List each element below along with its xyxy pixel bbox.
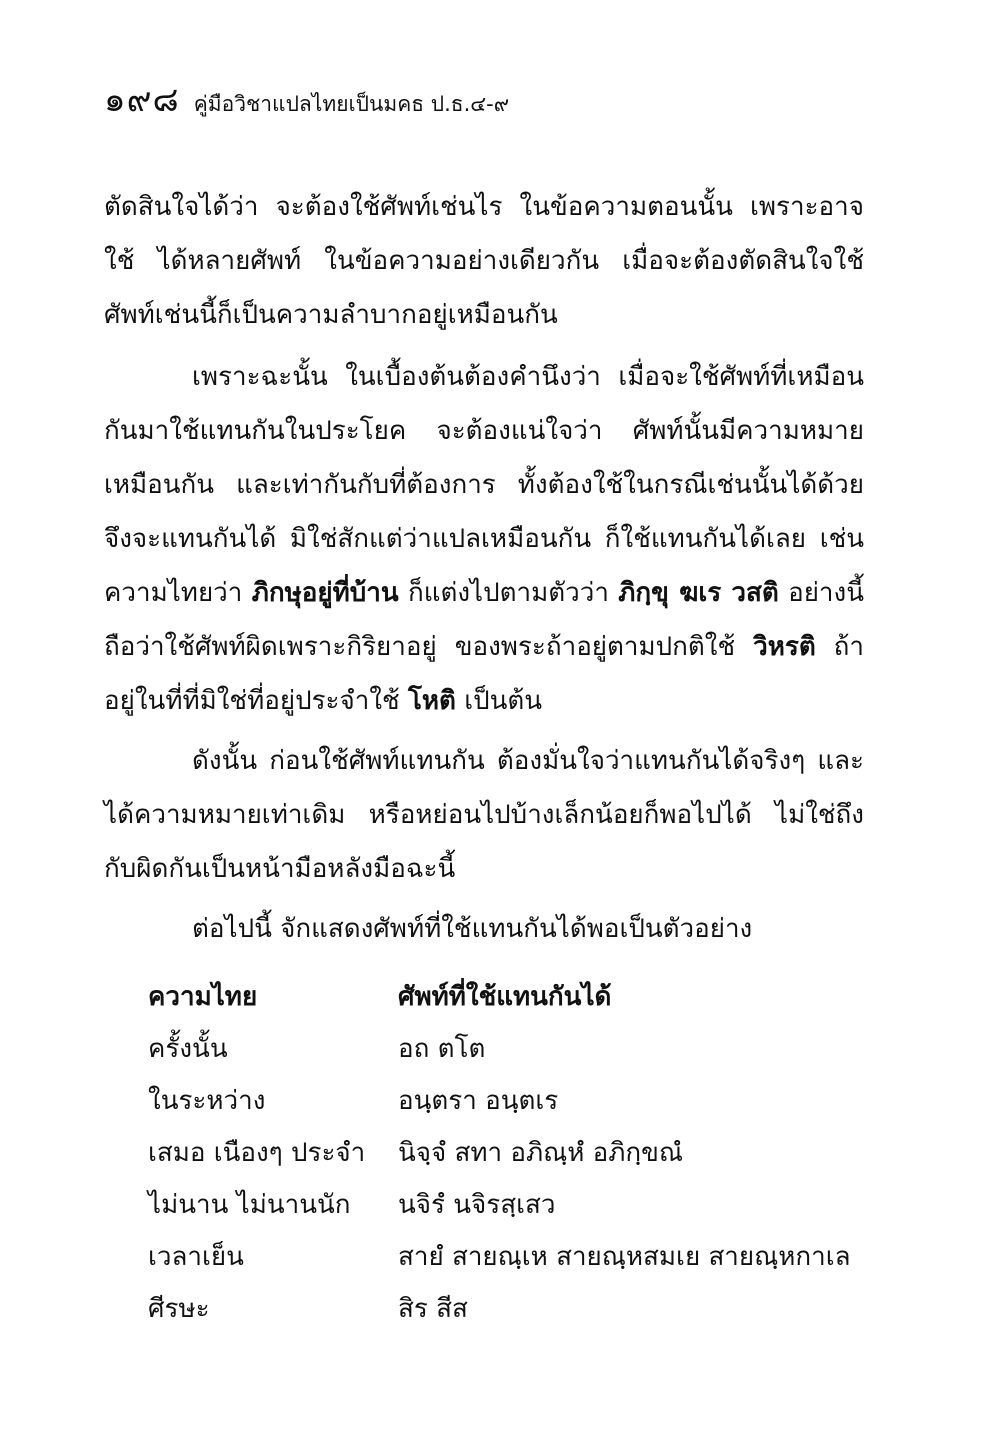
- vocabulary-row: [148, 1022, 868, 1074]
- pali-terms: อนฺตรา อนฺตเร: [398, 1085, 559, 1116]
- pali-terms: สายํ สายณฺเห สายณฺหสมเย สายณฺหกาเล: [398, 1241, 851, 1272]
- paragraph-2: [104, 350, 864, 728]
- paragraph-2-text-2: ก็แต่งไปตามตัวว่า: [398, 578, 619, 608]
- paragraph-3: ดังนั้น ก่อนใช้ศัพท์แทนกัน ต้องมั่นใจว่าแทนกันได้จริงๆ และได้ความหมายเท่าเดิม หรือหย่อนไปบ้างเล็กน้อยก็พอไปได้ ไม่ใช่ถึงกับผิดกันเป็นหน้ามือหลังมือฉะนี้: [104, 746, 864, 884]
- vocabulary-row: [148, 1230, 868, 1282]
- paragraph-2-text-4: ถ้าอยู่ในที่ที่มิใช่ที่อยู่ประจำใช้: [104, 632, 865, 716]
- pali-terms: อถ ตโต: [398, 1033, 486, 1064]
- vocabulary-row: [148, 1074, 868, 1126]
- thai-term: ครั้งนั้น: [148, 1033, 228, 1064]
- thai-term: ไม่นาน ไม่นานนัก: [148, 1189, 351, 1220]
- example-thai-phrase: ภิกษุอยู่ที่บ้าน: [251, 578, 399, 608]
- paragraph-2-text-5: เป็นต้น: [455, 686, 543, 716]
- paragraph-2-text-3: อย่างนี้ ถือว่าใช้ศัพท์ผิดเพราะกิริยาอยู่ ของพระถ้าอยู่ตามปกติใช้: [104, 578, 865, 662]
- vocabulary-row: [148, 1178, 868, 1230]
- page-number: ๑๙๘: [104, 80, 180, 120]
- pali-terms: นิจฺจํ สทา อภิณฺหํ อภิกฺขณํ: [398, 1137, 684, 1168]
- thai-term: ในระหว่าง: [148, 1085, 266, 1116]
- body-text: [104, 180, 864, 962]
- vocabulary-header-row: [148, 970, 868, 1022]
- paragraph-4: ต่อไปนี้ จักแสดงศัพท์ที่ใช้แทนกันได้พอเป็นตัวอย่าง: [192, 914, 753, 944]
- thai-term: เวลาเย็น: [148, 1241, 244, 1272]
- term-viharati: วิหรติ: [753, 632, 816, 662]
- pali-terms: นจิรํ นจิรสฺเสว: [398, 1189, 556, 1220]
- thai-term: ศีรษะ: [148, 1293, 210, 1324]
- header-thai: ความไทย: [148, 981, 258, 1012]
- paragraph-2-text-1: เพราะฉะนั้น ในเบื้องต้นต้องคำนึงว่า เมื่อจะใช้ศัพท์ที่เหมือนกันมาใช้แทนกันในประโยค จะต้องแน่ใจว่า ศัพท์นั้นมีความหมายเหมือนกัน และเท่ากันกับที่ต้องการ ทั้งต้องใช้ในกรณีเช่นนั้นได้ด้วย จึงจะแทนกันได้ มิใช่สักแต่ว่าแปลเหมือนกัน ก็ใช้แทนกันได้เลย เช่น ความไทยว่า: [104, 362, 864, 608]
- vocabulary-table: [148, 970, 868, 1334]
- page-header: [104, 78, 509, 122]
- vocabulary-row: [148, 1282, 868, 1334]
- thai-term: เสมอ เนืองๆ ประจำ: [148, 1137, 366, 1168]
- paragraph-1: ตัดสินใจได้ว่า จะต้องใช้ศัพท์เช่นไร ในข้อความตอนนั้น เพราะอาจใช้ ได้หลายศัพท์ ในข้อความอย่างเดียวกัน เมื่อจะต้องตัดสินใจใช้ศัพท์เช่นนี้ก็เป็นความลำบากอยู่เหมือนกัน: [104, 192, 864, 330]
- header-pali: ศัพท์ที่ใช้แทนกันได้: [398, 981, 612, 1012]
- vocabulary-row: [148, 1126, 868, 1178]
- pali-terms: สิร สีส: [398, 1293, 468, 1324]
- term-hoti: โหติ: [407, 686, 456, 716]
- example-pali-phrase: ภิกฺขุ ฆเร วสติ: [618, 578, 779, 608]
- book-title: คู่มือวิชาแปลไทยเป็นมคธ ป.ธ.๔-๙: [193, 92, 510, 116]
